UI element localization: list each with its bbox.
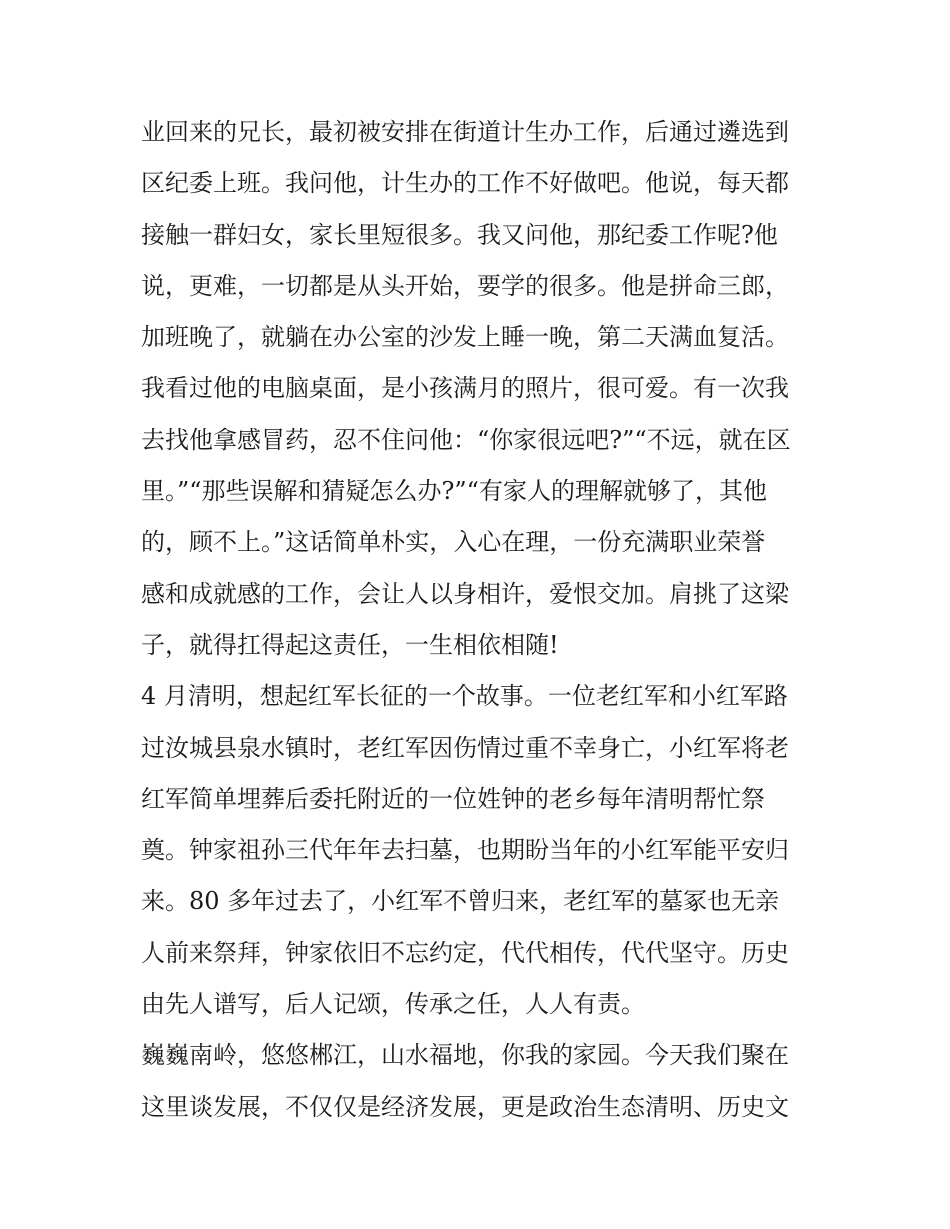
text-line: 巍巍南岭，悠悠郴江，山水福地，你我的家园。今天我们聚在 <box>141 1041 789 1070</box>
text-line: 业回来的兄长，最初被安排在街道计生办工作，后通过遴选到 <box>141 118 789 146</box>
text-line: 子，就得扛得起这责任，一生相依相随! <box>141 630 559 659</box>
text-line: 区纪委上班。我问他，计生办的工作不好做吧。他说，每天都 <box>141 169 789 198</box>
text-line: 的，顾不上。”这话简单朴实，入心在理，一份充满职业荣誉 <box>141 528 766 557</box>
text-line: 4 月清明，想起红军长征的一个故事。一位老红军和小红军路 <box>141 682 788 711</box>
text-line: 红军简单埋葬后委托附近的一位姓钟的老乡每年清明帮忙祭 <box>141 784 765 813</box>
text-line: 接触一群妇女，家长里短很多。我又问他，那纪委工作呢?他 <box>141 220 778 249</box>
text-line: 这里谈发展，不仅仅是经济发展，更是政治生态清明、历史文 <box>141 1092 789 1121</box>
text-line: 过汝城县泉水镇时，老红军因伤情过重不幸身亡，小红军将老 <box>141 733 789 762</box>
text-line: 我看过他的电脑桌面，是小孩满月的照片，很可爱。有一次我 <box>141 374 789 403</box>
text-line: 感和成就感的工作，会让人以身相许，爱恨交加。肩挑了这梁 <box>141 579 789 608</box>
text-line: 说，更难，一切都是从头开始，要学的很多。他是拼命三郎， <box>141 271 789 300</box>
text-line: 人前来祭拜，钟家依旧不忘约定，代代相传，代代坚守。历史 <box>141 938 789 967</box>
text-line: 加班晚了，就躺在办公室的沙发上睡一晚，第二天满血复活。 <box>141 323 789 352</box>
text-line: 奠。钟家祖孙三代年年去扫墓，也期盼当年的小红军能平安归 <box>141 836 789 865</box>
body-text <box>141 107 821 1133</box>
text-line: 去找他拿感冒药，忍不住问他：“你家很远吧?”“不远，就在区 <box>141 425 791 454</box>
text-line: 里。”“那些误解和猜疑怎么办?”“有家人的理解就够了，其他 <box>141 477 767 506</box>
text-line: 来。80 多年过去了，小红军不曾归来，老红军的墓冢也无亲 <box>141 887 780 916</box>
text-line: 由先人谱写，后人记颂，传承之任，人人有责。 <box>141 990 645 1019</box>
